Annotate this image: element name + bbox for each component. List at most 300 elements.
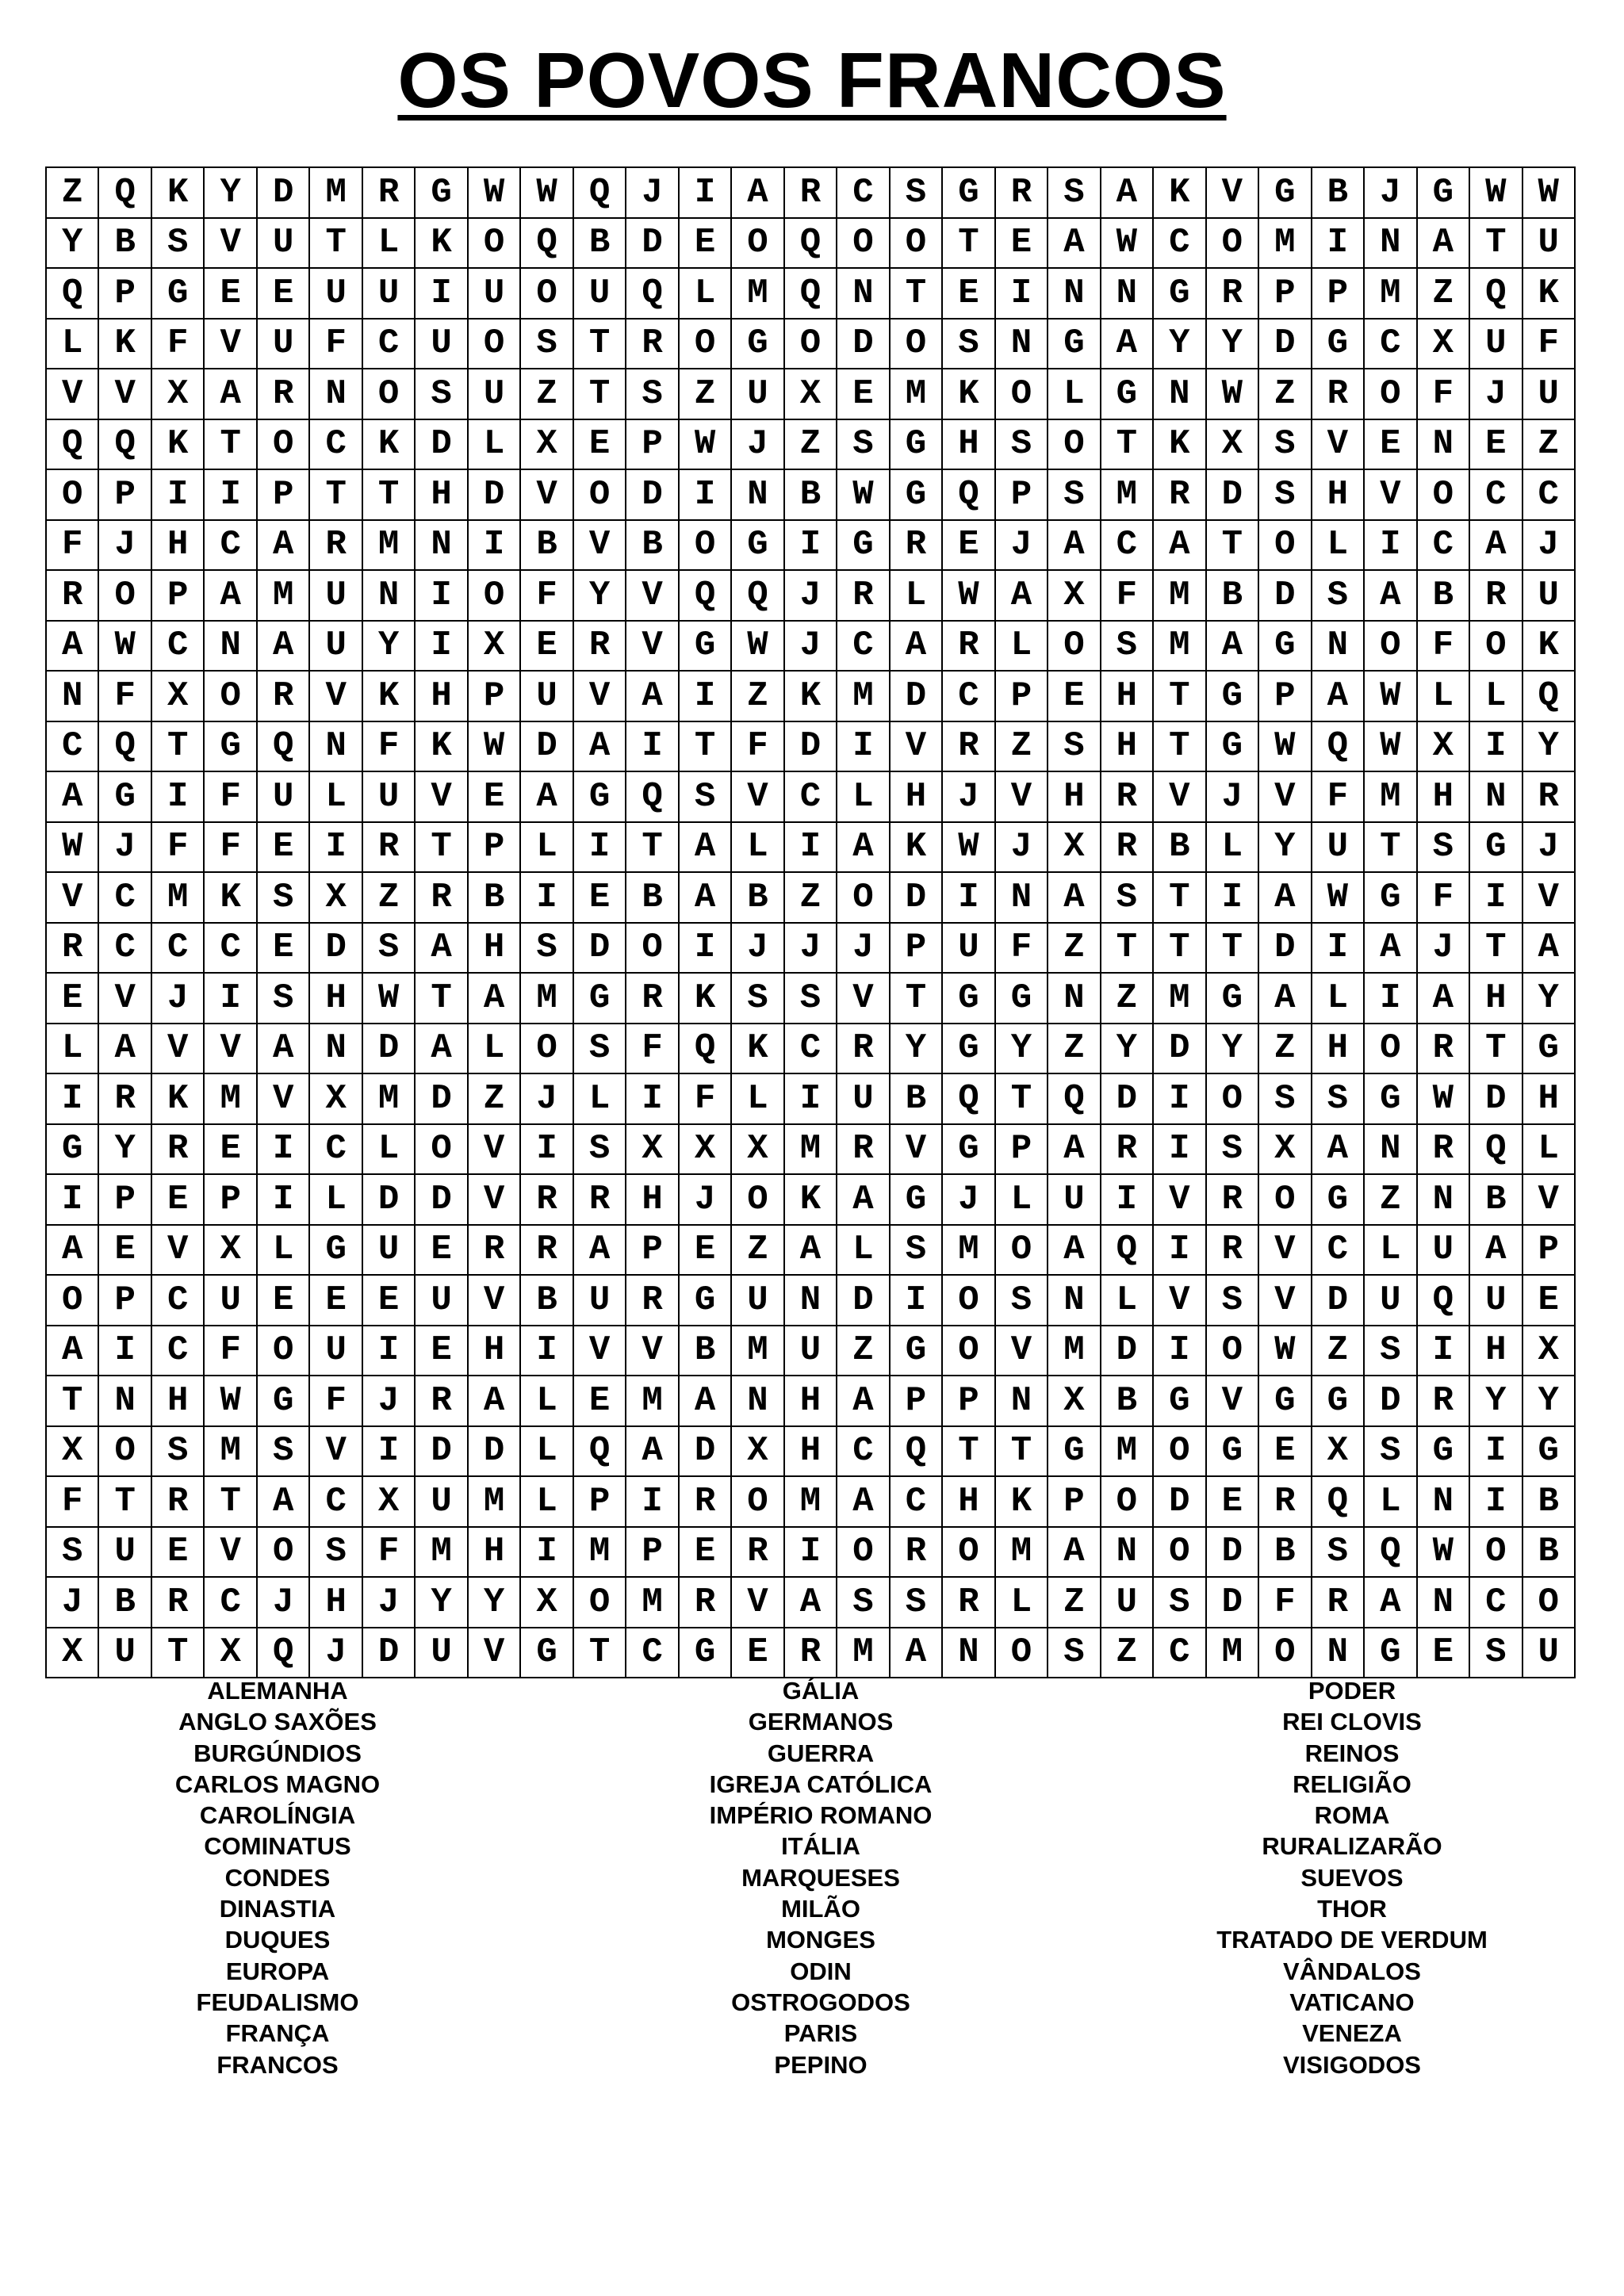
grid-cell[interactable]: Q — [1312, 722, 1365, 773]
grid-cell[interactable]: J — [47, 1578, 99, 1628]
grid-cell[interactable]: F — [626, 1024, 679, 1075]
grid-cell[interactable]: H — [1470, 974, 1522, 1024]
grid-cell[interactable]: V — [732, 772, 784, 823]
grid-cell[interactable]: O — [1048, 622, 1101, 672]
grid-cell[interactable]: M — [1154, 571, 1206, 622]
grid-cell[interactable]: O — [732, 1175, 784, 1226]
grid-cell[interactable]: U — [1365, 1276, 1417, 1326]
grid-cell[interactable]: I — [152, 772, 205, 823]
grid-cell[interactable]: M — [258, 571, 310, 622]
grid-cell[interactable]: Y — [1523, 1376, 1576, 1427]
grid-cell[interactable]: Q — [785, 219, 837, 270]
grid-cell[interactable]: J — [996, 521, 1048, 572]
grid-cell[interactable]: B — [785, 470, 837, 521]
grid-cell[interactable]: L — [1365, 1226, 1417, 1276]
grid-cell[interactable]: O — [1365, 369, 1417, 420]
grid-cell[interactable]: C — [1470, 470, 1522, 521]
grid-cell[interactable]: P — [99, 1276, 151, 1326]
grid-cell[interactable]: I — [1418, 1326, 1470, 1377]
grid-cell[interactable]: J — [1470, 369, 1522, 420]
grid-cell[interactable]: A — [837, 1477, 890, 1528]
grid-cell[interactable]: C — [205, 924, 257, 974]
grid-cell[interactable]: Q — [1312, 1477, 1365, 1528]
grid-cell[interactable]: I — [626, 722, 679, 773]
grid-cell[interactable]: I — [680, 672, 732, 722]
grid-cell[interactable]: Z — [1101, 1628, 1154, 1679]
grid-cell[interactable]: X — [521, 1578, 573, 1628]
grid-cell[interactable]: Y — [1470, 1376, 1522, 1427]
grid-cell[interactable]: D — [1207, 1578, 1259, 1628]
grid-cell[interactable]: Y — [47, 219, 99, 270]
grid-cell[interactable]: O — [1259, 521, 1312, 572]
grid-cell[interactable]: O — [469, 219, 521, 270]
grid-cell[interactable]: G — [680, 622, 732, 672]
grid-cell[interactable]: D — [891, 873, 943, 924]
grid-cell[interactable]: L — [363, 219, 416, 270]
grid-cell[interactable]: E — [680, 1528, 732, 1578]
grid-cell[interactable]: N — [1048, 974, 1101, 1024]
grid-cell[interactable]: A — [680, 823, 732, 874]
grid-cell[interactable]: I — [1154, 1326, 1206, 1377]
grid-cell[interactable]: M — [1048, 1326, 1101, 1377]
grid-cell[interactable]: E — [680, 1226, 732, 1276]
grid-cell[interactable]: R — [363, 168, 416, 219]
grid-cell[interactable]: T — [416, 823, 468, 874]
grid-cell[interactable]: N — [205, 622, 257, 672]
grid-cell[interactable]: E — [258, 1276, 310, 1326]
grid-cell[interactable]: G — [1207, 722, 1259, 773]
grid-cell[interactable]: D — [416, 420, 468, 471]
grid-cell[interactable]: J — [1523, 823, 1576, 874]
grid-cell[interactable]: M — [626, 1578, 679, 1628]
grid-cell[interactable]: S — [1154, 1578, 1206, 1628]
grid-cell[interactable]: S — [626, 369, 679, 420]
grid-cell[interactable]: U — [416, 1628, 468, 1679]
grid-cell[interactable]: A — [626, 1427, 679, 1478]
grid-cell[interactable]: A — [996, 571, 1048, 622]
grid-cell[interactable]: R — [363, 823, 416, 874]
grid-cell[interactable]: L — [680, 269, 732, 320]
grid-cell[interactable]: V — [891, 1125, 943, 1176]
grid-cell[interactable]: R — [47, 924, 99, 974]
grid-cell[interactable]: S — [47, 1528, 99, 1578]
grid-cell[interactable]: T — [152, 1628, 205, 1679]
grid-cell[interactable]: Z — [1312, 1326, 1365, 1377]
grid-cell[interactable]: C — [99, 873, 151, 924]
grid-cell[interactable]: U — [1523, 1628, 1576, 1679]
grid-cell[interactable]: D — [1365, 1376, 1417, 1427]
grid-cell[interactable]: A — [680, 1376, 732, 1427]
grid-cell[interactable]: K — [1154, 420, 1206, 471]
grid-cell[interactable]: B — [1154, 823, 1206, 874]
grid-cell[interactable]: I — [1312, 219, 1365, 270]
grid-cell[interactable]: X — [363, 1477, 416, 1528]
grid-cell[interactable]: C — [152, 1326, 205, 1377]
grid-cell[interactable]: T — [1154, 873, 1206, 924]
grid-cell[interactable]: G — [521, 1628, 573, 1679]
grid-cell[interactable]: I — [1365, 974, 1417, 1024]
grid-cell[interactable]: W — [469, 168, 521, 219]
grid-cell[interactable]: V — [626, 622, 679, 672]
grid-cell[interactable]: P — [1259, 672, 1312, 722]
grid-cell[interactable]: D — [363, 1024, 416, 1075]
grid-cell[interactable]: A — [205, 571, 257, 622]
grid-cell[interactable]: H — [626, 1175, 679, 1226]
grid-cell[interactable]: M — [891, 369, 943, 420]
grid-cell[interactable]: J — [732, 420, 784, 471]
grid-cell[interactable]: O — [837, 873, 890, 924]
grid-cell[interactable]: O — [680, 521, 732, 572]
grid-cell[interactable]: L — [732, 1074, 784, 1125]
grid-cell[interactable]: U — [574, 269, 626, 320]
grid-cell[interactable]: Z — [732, 672, 784, 722]
grid-cell[interactable]: F — [99, 672, 151, 722]
grid-cell[interactable]: O — [1207, 219, 1259, 270]
grid-cell[interactable]: N — [785, 1276, 837, 1326]
grid-cell[interactable]: N — [1470, 772, 1522, 823]
grid-cell[interactable]: U — [99, 1528, 151, 1578]
grid-cell[interactable]: G — [574, 974, 626, 1024]
grid-cell[interactable]: U — [205, 1276, 257, 1326]
grid-cell[interactable]: A — [837, 823, 890, 874]
grid-cell[interactable]: H — [785, 1427, 837, 1478]
grid-cell[interactable]: Z — [1365, 1175, 1417, 1226]
grid-cell[interactable]: M — [996, 1528, 1048, 1578]
grid-cell[interactable]: O — [1207, 1074, 1259, 1125]
grid-cell[interactable]: H — [152, 521, 205, 572]
grid-cell[interactable]: N — [1048, 1276, 1101, 1326]
grid-cell[interactable]: A — [469, 1376, 521, 1427]
grid-cell[interactable]: I — [469, 521, 521, 572]
grid-cell[interactable]: F — [152, 320, 205, 370]
grid-cell[interactable]: X — [152, 672, 205, 722]
grid-cell[interactable]: D — [310, 924, 362, 974]
grid-cell[interactable]: R — [837, 1024, 890, 1075]
grid-cell[interactable]: E — [258, 924, 310, 974]
grid-cell[interactable]: C — [310, 1477, 362, 1528]
grid-cell[interactable]: Y — [1523, 974, 1576, 1024]
grid-cell[interactable]: U — [416, 320, 468, 370]
grid-cell[interactable]: B — [626, 521, 679, 572]
grid-cell[interactable]: M — [785, 1125, 837, 1176]
grid-cell[interactable]: V — [1207, 1376, 1259, 1427]
grid-cell[interactable]: R — [152, 1578, 205, 1628]
grid-cell[interactable]: I — [680, 470, 732, 521]
grid-cell[interactable]: T — [1365, 823, 1417, 874]
grid-cell[interactable]: B — [99, 219, 151, 270]
grid-cell[interactable]: Y — [416, 1578, 468, 1628]
grid-cell[interactable]: H — [1048, 772, 1101, 823]
grid-cell[interactable]: K — [996, 1477, 1048, 1528]
grid-cell[interactable]: D — [1470, 1074, 1522, 1125]
grid-cell[interactable]: U — [1048, 1175, 1101, 1226]
grid-cell[interactable]: E — [258, 269, 310, 320]
grid-cell[interactable]: F — [152, 823, 205, 874]
grid-cell[interactable]: E — [1365, 420, 1417, 471]
grid-cell[interactable]: D — [626, 470, 679, 521]
grid-cell[interactable]: G — [1312, 1175, 1365, 1226]
grid-cell[interactable]: U — [363, 1226, 416, 1276]
grid-cell[interactable]: A — [837, 1175, 890, 1226]
grid-cell[interactable]: D — [1259, 571, 1312, 622]
grid-cell[interactable]: A — [1418, 219, 1470, 270]
grid-cell[interactable]: W — [1470, 168, 1522, 219]
grid-cell[interactable]: W — [680, 420, 732, 471]
grid-cell[interactable]: I — [574, 823, 626, 874]
grid-cell[interactable]: E — [521, 622, 573, 672]
grid-cell[interactable]: Y — [574, 571, 626, 622]
grid-cell[interactable]: X — [1048, 1376, 1101, 1427]
grid-cell[interactable]: Q — [1365, 1528, 1417, 1578]
grid-cell[interactable]: L — [469, 420, 521, 471]
grid-cell[interactable]: I — [626, 1074, 679, 1125]
grid-cell[interactable]: A — [258, 1024, 310, 1075]
grid-cell[interactable]: D — [785, 722, 837, 773]
grid-cell[interactable]: O — [416, 1125, 468, 1176]
grid-cell[interactable]: O — [47, 1276, 99, 1326]
grid-cell[interactable]: S — [1365, 1326, 1417, 1377]
grid-cell[interactable]: U — [469, 369, 521, 420]
grid-cell[interactable]: P — [99, 269, 151, 320]
grid-cell[interactable]: P — [99, 470, 151, 521]
grid-cell[interactable]: J — [785, 924, 837, 974]
grid-cell[interactable]: N — [1418, 1477, 1470, 1528]
grid-cell[interactable]: D — [626, 219, 679, 270]
grid-cell[interactable]: G — [416, 168, 468, 219]
grid-cell[interactable]: E — [47, 974, 99, 1024]
grid-cell[interactable]: C — [1312, 1226, 1365, 1276]
grid-cell[interactable]: I — [310, 823, 362, 874]
grid-cell[interactable]: R — [680, 1477, 732, 1528]
grid-cell[interactable]: C — [785, 772, 837, 823]
grid-cell[interactable]: I — [943, 873, 995, 924]
grid-cell[interactable]: C — [205, 521, 257, 572]
grid-cell[interactable]: P — [626, 1226, 679, 1276]
grid-cell[interactable]: I — [521, 1125, 573, 1176]
grid-cell[interactable]: E — [99, 1226, 151, 1276]
grid-cell[interactable]: W — [521, 168, 573, 219]
grid-cell[interactable]: B — [891, 1074, 943, 1125]
grid-cell[interactable]: I — [205, 470, 257, 521]
grid-cell[interactable]: O — [469, 320, 521, 370]
grid-cell[interactable]: E — [416, 1326, 468, 1377]
grid-cell[interactable]: U — [310, 1326, 362, 1377]
grid-cell[interactable]: G — [891, 470, 943, 521]
grid-cell[interactable]: D — [1259, 320, 1312, 370]
grid-cell[interactable]: X — [47, 1427, 99, 1478]
grid-cell[interactable]: N — [416, 521, 468, 572]
grid-cell[interactable]: A — [47, 1326, 99, 1377]
grid-cell[interactable]: O — [363, 369, 416, 420]
grid-cell[interactable]: M — [310, 168, 362, 219]
grid-cell[interactable]: X — [732, 1427, 784, 1478]
grid-cell[interactable]: V — [47, 873, 99, 924]
grid-cell[interactable]: K — [891, 823, 943, 874]
grid-cell[interactable]: D — [469, 1427, 521, 1478]
grid-cell[interactable]: V — [1259, 1276, 1312, 1326]
grid-cell[interactable]: G — [680, 1276, 732, 1326]
grid-cell[interactable]: A — [47, 1226, 99, 1276]
grid-cell[interactable]: I — [521, 1528, 573, 1578]
grid-cell[interactable]: O — [680, 320, 732, 370]
grid-cell[interactable]: U — [574, 1276, 626, 1326]
grid-cell[interactable]: Q — [626, 772, 679, 823]
grid-cell[interactable]: N — [1101, 1528, 1154, 1578]
grid-cell[interactable]: E — [363, 1276, 416, 1326]
grid-cell[interactable]: D — [1207, 1528, 1259, 1578]
grid-cell[interactable]: M — [626, 1376, 679, 1427]
grid-cell[interactable]: Q — [1523, 672, 1576, 722]
grid-cell[interactable]: J — [521, 1074, 573, 1125]
grid-cell[interactable]: U — [258, 772, 310, 823]
grid-cell[interactable]: D — [1101, 1074, 1154, 1125]
grid-cell[interactable]: C — [837, 622, 890, 672]
grid-cell[interactable]: S — [996, 1276, 1048, 1326]
grid-cell[interactable]: I — [680, 924, 732, 974]
grid-cell[interactable]: U — [469, 269, 521, 320]
grid-cell[interactable]: D — [1154, 1477, 1206, 1528]
grid-cell[interactable]: H — [1312, 470, 1365, 521]
grid-cell[interactable]: A — [469, 974, 521, 1024]
grid-cell[interactable]: V — [205, 1024, 257, 1075]
grid-cell[interactable]: M — [205, 1074, 257, 1125]
grid-cell[interactable]: X — [785, 369, 837, 420]
grid-cell[interactable]: R — [258, 369, 310, 420]
grid-cell[interactable]: R — [891, 1528, 943, 1578]
grid-cell[interactable]: E — [996, 219, 1048, 270]
grid-cell[interactable]: U — [521, 672, 573, 722]
grid-cell[interactable]: Q — [258, 722, 310, 773]
grid-cell[interactable]: G — [996, 974, 1048, 1024]
grid-cell[interactable]: L — [1048, 369, 1101, 420]
grid-cell[interactable]: V — [891, 722, 943, 773]
grid-cell[interactable]: G — [680, 1628, 732, 1679]
grid-cell[interactable]: S — [837, 1578, 890, 1628]
grid-cell[interactable]: A — [574, 1226, 626, 1276]
grid-cell[interactable]: T — [1101, 924, 1154, 974]
grid-cell[interactable]: A — [574, 722, 626, 773]
grid-cell[interactable]: O — [574, 1578, 626, 1628]
grid-cell[interactable]: R — [1207, 269, 1259, 320]
grid-cell[interactable]: A — [1312, 672, 1365, 722]
grid-cell[interactable]: Y — [1207, 320, 1259, 370]
grid-cell[interactable]: Y — [1207, 1024, 1259, 1075]
grid-cell[interactable]: L — [258, 1226, 310, 1276]
grid-cell[interactable]: L — [574, 1074, 626, 1125]
grid-cell[interactable]: H — [943, 420, 995, 471]
grid-cell[interactable]: V — [996, 1326, 1048, 1377]
grid-cell[interactable]: V — [1154, 1175, 1206, 1226]
grid-cell[interactable]: A — [416, 924, 468, 974]
grid-cell[interactable]: R — [521, 1175, 573, 1226]
grid-cell[interactable]: A — [1048, 873, 1101, 924]
grid-cell[interactable]: I — [1365, 521, 1417, 572]
grid-cell[interactable]: L — [1523, 1125, 1576, 1176]
grid-cell[interactable]: V — [574, 521, 626, 572]
grid-cell[interactable]: Z — [785, 420, 837, 471]
grid-cell[interactable]: W — [1418, 1074, 1470, 1125]
grid-cell[interactable]: T — [943, 219, 995, 270]
grid-cell[interactable]: G — [1312, 1376, 1365, 1427]
grid-cell[interactable]: R — [1101, 823, 1154, 874]
grid-cell[interactable]: O — [785, 320, 837, 370]
grid-cell[interactable]: X — [152, 369, 205, 420]
grid-cell[interactable]: C — [1154, 219, 1206, 270]
grid-cell[interactable]: R — [416, 1376, 468, 1427]
grid-cell[interactable]: K — [152, 168, 205, 219]
grid-cell[interactable]: L — [47, 1024, 99, 1075]
grid-cell[interactable]: M — [469, 1477, 521, 1528]
grid-cell[interactable]: J — [1418, 924, 1470, 974]
grid-cell[interactable]: R — [837, 571, 890, 622]
grid-cell[interactable]: A — [47, 772, 99, 823]
grid-cell[interactable]: J — [732, 924, 784, 974]
grid-cell[interactable]: L — [837, 1226, 890, 1276]
grid-cell[interactable]: D — [416, 1427, 468, 1478]
grid-cell[interactable]: L — [363, 1125, 416, 1176]
grid-cell[interactable]: D — [1259, 924, 1312, 974]
grid-cell[interactable]: S — [1048, 1628, 1101, 1679]
grid-cell[interactable]: H — [310, 974, 362, 1024]
grid-cell[interactable]: H — [416, 470, 468, 521]
grid-cell[interactable]: T — [891, 974, 943, 1024]
grid-cell[interactable]: I — [1154, 1226, 1206, 1276]
grid-cell[interactable]: H — [416, 672, 468, 722]
grid-cell[interactable]: Q — [1470, 1125, 1522, 1176]
grid-cell[interactable]: E — [310, 1276, 362, 1326]
grid-cell[interactable]: Z — [1259, 369, 1312, 420]
grid-cell[interactable]: U — [1101, 1578, 1154, 1628]
grid-cell[interactable]: G — [1207, 672, 1259, 722]
grid-cell[interactable]: T — [996, 1427, 1048, 1478]
grid-cell[interactable]: A — [1365, 1578, 1417, 1628]
grid-cell[interactable]: B — [680, 1326, 732, 1377]
grid-cell[interactable]: U — [1418, 1226, 1470, 1276]
grid-cell[interactable]: K — [943, 369, 995, 420]
grid-cell[interactable]: O — [891, 219, 943, 270]
grid-cell[interactable]: G — [1470, 823, 1522, 874]
grid-cell[interactable]: Q — [680, 1024, 732, 1075]
grid-cell[interactable]: F — [363, 1528, 416, 1578]
grid-cell[interactable]: Z — [996, 722, 1048, 773]
grid-cell[interactable]: N — [1312, 622, 1365, 672]
grid-cell[interactable]: A — [1101, 168, 1154, 219]
grid-cell[interactable]: W — [1101, 219, 1154, 270]
grid-cell[interactable]: V — [1207, 168, 1259, 219]
grid-cell[interactable]: A — [1048, 219, 1101, 270]
grid-cell[interactable]: P — [1048, 1477, 1101, 1528]
grid-cell[interactable]: C — [152, 1276, 205, 1326]
grid-cell[interactable]: R — [732, 1528, 784, 1578]
grid-cell[interactable]: P — [258, 470, 310, 521]
grid-cell[interactable]: A — [1418, 974, 1470, 1024]
grid-cell[interactable]: K — [416, 722, 468, 773]
grid-cell[interactable]: V — [574, 1326, 626, 1377]
grid-cell[interactable]: F — [1418, 622, 1470, 672]
grid-cell[interactable]: H — [469, 924, 521, 974]
grid-cell[interactable]: U — [1523, 369, 1576, 420]
grid-cell[interactable]: M — [1365, 772, 1417, 823]
grid-cell[interactable]: L — [996, 1578, 1048, 1628]
grid-cell[interactable]: V — [521, 470, 573, 521]
grid-cell[interactable]: T — [47, 1376, 99, 1427]
grid-cell[interactable]: J — [943, 772, 995, 823]
grid-cell[interactable]: Y — [996, 1024, 1048, 1075]
grid-cell[interactable]: G — [152, 269, 205, 320]
grid-cell[interactable]: N — [310, 1024, 362, 1075]
grid-cell[interactable]: R — [1418, 1125, 1470, 1176]
grid-cell[interactable]: U — [1470, 1276, 1522, 1326]
